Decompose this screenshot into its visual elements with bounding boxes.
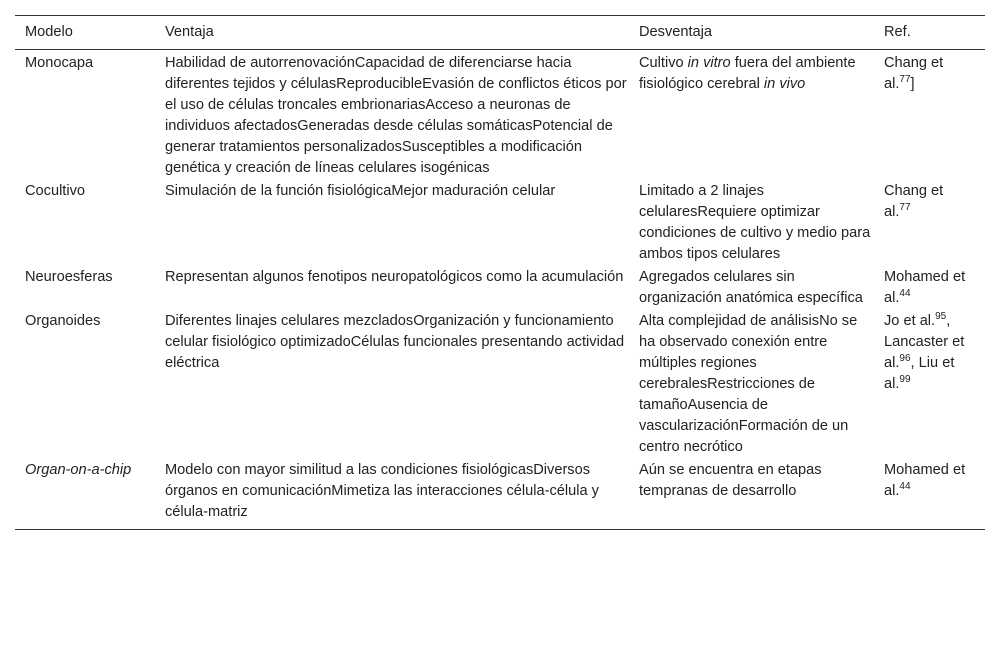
cell-ventaja: Representan algunos fenotipos neuropatológicos como la acumulación — [165, 269, 624, 285]
text-segment: fuera del ambiente fisiológico cerebral — [639, 55, 856, 92]
header-ref: Ref. — [884, 24, 911, 40]
ref-separator: , — [946, 313, 951, 329]
text-segment: Cultivo — [639, 55, 688, 71]
ref-text: Jo et al. — [884, 313, 936, 329]
cell-modelo — [15, 459, 155, 530]
italic-segment: in vitro — [687, 55, 731, 71]
table-body — [15, 50, 985, 530]
header-desventaja: Desventaja — [639, 24, 713, 40]
ref-text: Mohamed et al. — [884, 269, 966, 306]
cell-ref — [874, 310, 985, 459]
cell-modelo: Monocapa — [25, 55, 94, 71]
italic-model-name: Organ-on-a-chip — [25, 462, 132, 478]
table-row — [15, 310, 985, 459]
ref-superscript: 77 — [899, 202, 911, 214]
cell-ventaja: Habilidad de autorrenovaciónCapacidad de diferenciarse hacia diferentes tejidos y célulasReproducibleEvasión de conflictos éticos por el uso de células troncales embrionariasAcceso a neuronas de individuos afectadosGeneradas desde células somáticasPotencial de generar tratamientos personalizadosSusceptibles a modificación genética y creación de líneas celulares isogénicas — [165, 55, 627, 176]
header-row — [15, 16, 985, 50]
cell-ref — [874, 459, 985, 530]
cell-ref — [874, 50, 985, 181]
ref-text: Lancaster et al. — [884, 334, 965, 371]
ref-superscript: 44 — [899, 481, 911, 493]
ref-superscript: 95 — [935, 311, 947, 323]
cell-desventaja — [629, 50, 874, 181]
header-ventaja: Ventaja — [165, 24, 214, 40]
cell-modelo: Neuroesferas — [25, 269, 113, 285]
cell-modelo: Cocultivo — [25, 183, 86, 199]
table-header — [15, 16, 985, 50]
cell-desventaja: Limitado a 2 linajes celularesRequiere optimizar condiciones de cultivo y medio para ambos tipos celulares — [639, 183, 871, 262]
comparison-table-container — [15, 15, 985, 530]
cell-desventaja: Aún se encuentra en etapas tempranas de desarrollo — [639, 462, 822, 499]
cell-modelo: Organoides — [25, 313, 101, 329]
cell-ref — [874, 180, 985, 266]
ref-text: Mohamed et al. — [884, 462, 966, 499]
cell-desventaja: Agregados celulares sin organización anatómica específica — [639, 269, 863, 306]
ref-superscript: 99 — [899, 374, 911, 386]
ref-superscript: 96 — [899, 353, 911, 365]
cell-ref — [874, 266, 985, 310]
cell-desventaja: Alta complejidad de análisisNo se ha observado conexión entre múltiples regiones cerebralesRestricciones de tamañoAusencia de vascularizaciónFormación de un centro necrótico — [639, 313, 858, 455]
ref-text: Chang et al. — [884, 183, 944, 220]
table-row — [15, 459, 985, 530]
table-row — [15, 266, 985, 310]
cell-ventaja: Simulación de la función fisiológicaMejor maduración celular — [165, 183, 556, 199]
ref-superscript: 44 — [899, 288, 911, 300]
ref-superscript: 77 — [899, 74, 911, 86]
table-row — [15, 180, 985, 266]
cell-ventaja: Diferentes linajes celulares mezcladosOrganización y funcionamiento celular fisiológico optimizadoCélulas funcionales presentando actividad eléctrica — [165, 313, 625, 371]
ref-text: Liu et al. — [884, 355, 955, 392]
ref-suffix: ] — [910, 76, 915, 92]
ref-separator: , — [910, 355, 915, 371]
header-modelo: Modelo — [25, 24, 73, 40]
table-row — [15, 50, 985, 181]
cell-ventaja: Modelo con mayor similitud a las condiciones fisiológicasDiversos órganos en comunicaciónMimetiza las interacciones célula-célula y célula-matriz — [165, 462, 599, 520]
comparison-table — [15, 15, 985, 530]
ref-text: Chang et al. — [884, 55, 944, 92]
italic-segment: in vivo — [763, 76, 806, 92]
